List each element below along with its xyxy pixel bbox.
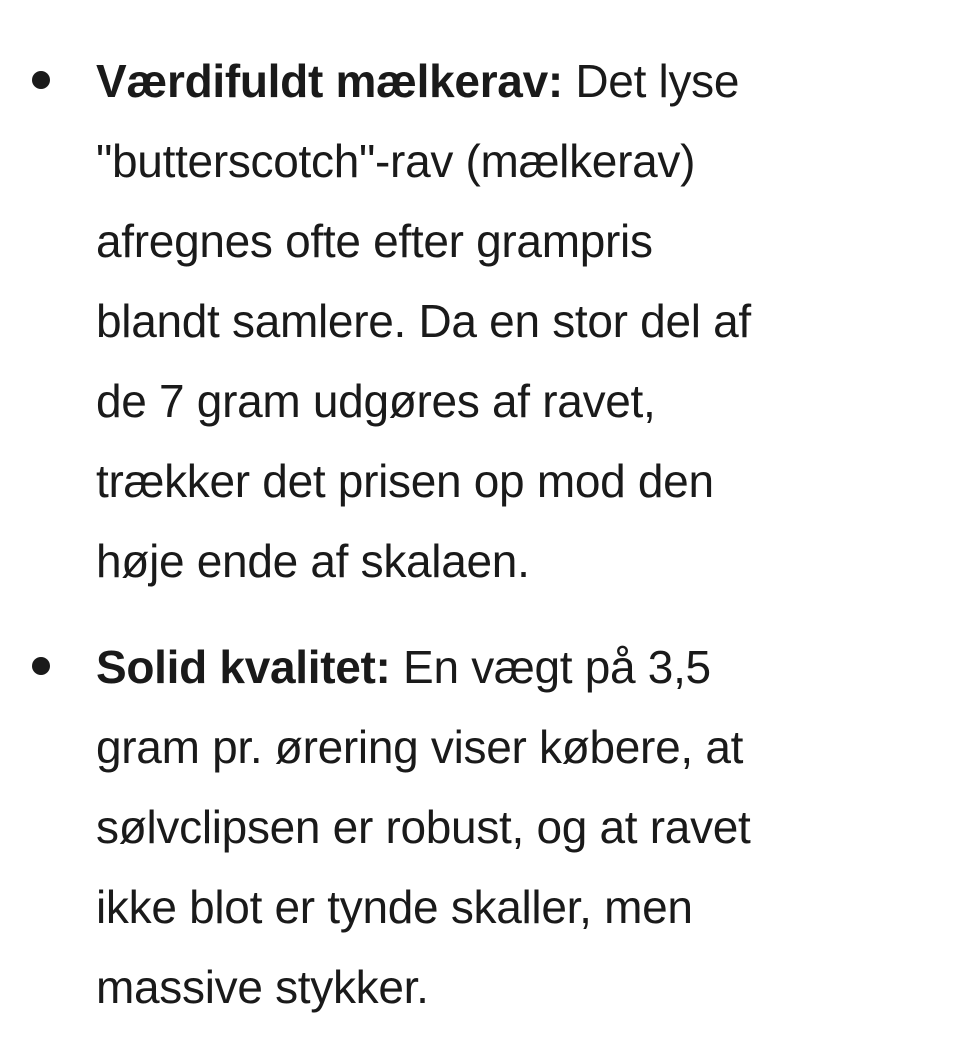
list-item-line: høje ende af skalaen. <box>96 535 530 587</box>
list-item-line: de 7 gram udgøres af ravet, <box>96 375 656 427</box>
list-item-line: blandt samlere. Da en stor del af <box>96 295 751 347</box>
list-item-line: "butterscotch"-rav (mælkerav) <box>96 135 696 187</box>
bullet-dot <box>32 71 50 89</box>
list-item-first-line-rest: Det lyse <box>562 55 740 107</box>
list-item-line: afregnes ofte efter grampris <box>96 215 653 267</box>
list-item-text <box>96 41 916 601</box>
list-item-first-line-rest: En vægt på 3,5 <box>390 641 711 693</box>
list-item-title: Værdifuldt mælkerav: <box>96 55 563 107</box>
bullet-dot <box>32 657 50 675</box>
list-item-line: ikke blot er tynde skaller, men <box>96 881 693 933</box>
list-item-line: sølvclipsen er robust, og at ravet <box>96 801 751 853</box>
list-item-text <box>96 627 916 1027</box>
list-item-title: Solid kvalitet: <box>96 641 391 693</box>
list-item-first-line <box>96 627 916 707</box>
list-item-line: massive stykker. <box>96 961 429 1013</box>
list-item-first-line <box>96 41 916 121</box>
list-item-line: trækker det prisen op mod den <box>96 455 714 507</box>
list-item-line: gram pr. ørering viser købere, at <box>96 721 744 773</box>
